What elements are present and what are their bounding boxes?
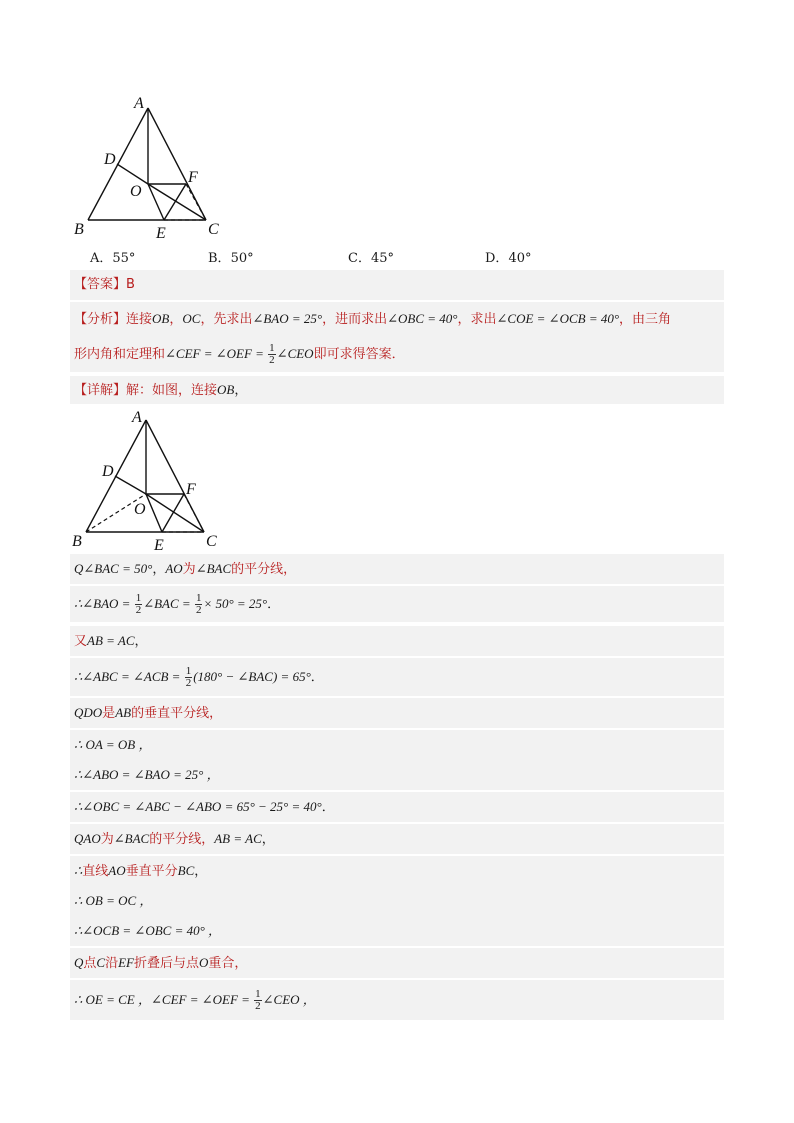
label2-b: B [72,533,82,550]
segment-ef [164,184,186,220]
step-10: ∴直线AO垂直平分BC， [70,856,724,886]
step-6: ∴ OA = OB ， [70,730,724,760]
answer-options [90,247,690,265]
step-14: ∴ OE = CE ，∠CEF = ∠OEF = $\frac{1}{2}$ ∠CEO ， [70,980,724,1020]
label-e: E [156,225,166,240]
step-13: Q点C沿EF折叠后与点O重合， [70,948,724,978]
step-8: ∴∠OBC = ∠ABC − ∠ABO = 65° − 25° = 40°． [70,792,724,822]
analysis-line-2: 形内角和定理和∠CEF = ∠OEF = $\frac{1}{2}$ ∠CEO即可求得答案． [74,342,405,366]
label-b: B [74,221,84,238]
label-f: F [188,169,198,186]
option-c: C．45° [348,251,394,266]
geometry-figure-1 [70,92,230,240]
segment-do [117,164,148,184]
step-1: Q∠BAC = 50°，AO为∠BAC的平分线， [70,554,724,584]
step-9: QAO为∠BAC的平分线，AB = AC， [70,824,724,854]
step-3: 又AB = AC， [70,626,724,656]
fraction-half: $\frac{1}{2}$ [269,342,275,366]
detail-header: 【详解】解：如图，连接OB， [70,376,724,404]
label2-f: F [186,481,196,498]
analysis-line-1: 【分析】连接OB，OC，先求出∠BAO = 25°，进而求出∠OBC = 40°，求出∠COE = ∠OCB = 40°，由三角 [74,311,672,327]
label-o: O [130,183,142,200]
triangle-diagram-2 [70,406,220,552]
label-a: A [134,95,144,112]
label2-e: E [154,537,164,552]
analysis-block [70,302,724,372]
label2-o: O [134,501,146,518]
step-12: ∴∠OCB = ∠OBC = 40° ， [70,916,724,946]
answer-row [70,270,724,300]
label2-d: D [102,463,114,480]
geometry-figure-2 [70,406,220,552]
step-7: ∴∠ABO = ∠BAO = 25° ， [70,760,724,790]
step-4: ∴∠ABC = ∠ACB = $\frac{1}{2}$ (180° − ∠BAC) = 65°． [70,658,724,696]
label2-a: A [132,409,142,426]
label-d: D [104,151,116,168]
answer-tag: 【答案】 [74,277,127,292]
option-a: A．55° [90,251,136,266]
step-11: ∴ OB = OC ， [70,886,724,916]
answer-value: B [126,277,135,292]
option-d: D．40° [485,251,532,266]
triangle-diagram-1 [70,92,230,240]
label2-c: C [206,533,217,550]
option-b: B．50° [208,251,254,266]
step-5: QDO是AB的垂直平分线， [70,698,724,728]
step-2: ∴∠BAO = $\frac{1}{2}$ ∠BAC = $\frac{1}{2}$ × 50° = 25°． [70,586,724,622]
label-c: C [208,221,219,238]
